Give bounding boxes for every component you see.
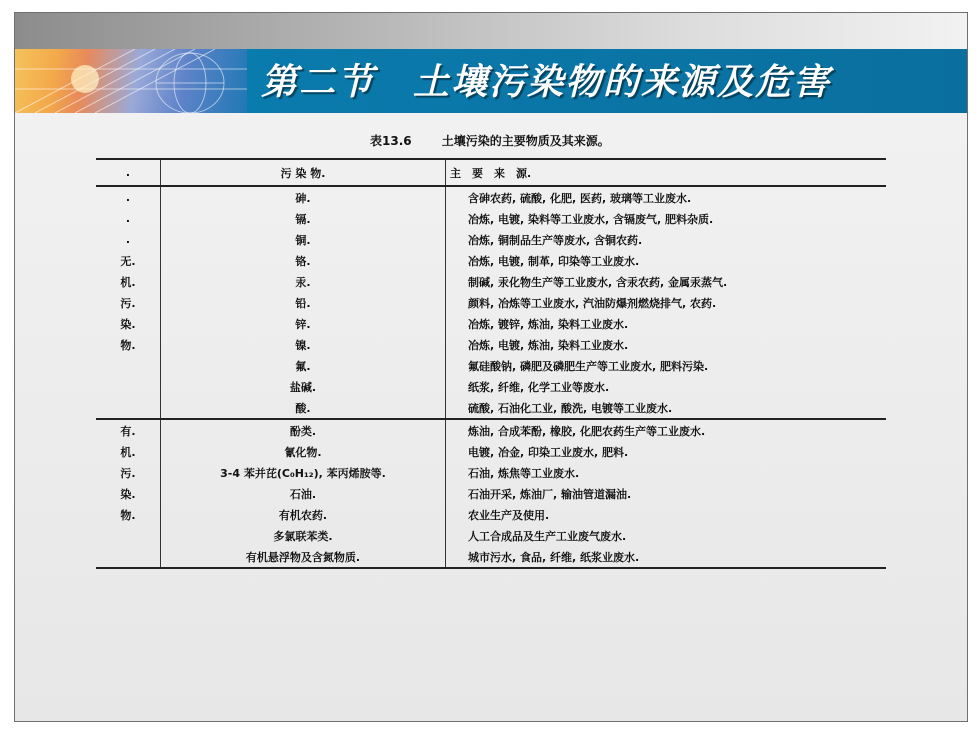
table-row: [96, 292, 886, 313]
group-cell: .: [96, 208, 161, 229]
group-cell: [96, 525, 161, 546]
group-cell: 污.: [96, 462, 161, 483]
table-row: [96, 441, 886, 462]
source-cell: 农业生产及使用.: [468, 508, 550, 522]
table-row: [96, 355, 886, 376]
table-row: [96, 525, 886, 546]
table-row: [96, 186, 886, 208]
group-cell: [96, 397, 161, 419]
table-row: [96, 229, 886, 250]
table-row: [96, 208, 886, 229]
source-cell: 石油, 炼焦等工业废水.: [468, 466, 580, 480]
pollutant-cell: 酚类.: [161, 419, 446, 441]
source-cell: 冶炼, 电镀, 染料等工业废水, 含镉废气, 肥料杂质.: [468, 212, 714, 226]
source-cell: 氟硅酸钠, 磷肥及磷肥生产等工业废水, 肥料污染.: [468, 359, 709, 373]
source-cell: 制碱, 汞化物生产等工业废水, 含汞农药, 金属汞蒸气.: [468, 275, 728, 289]
source-cell: 炼油, 合成苯酚, 橡胶, 化肥农药生产等工业废水.: [446, 419, 887, 441]
group-cell: 机.: [96, 271, 161, 292]
pollutant-cell: 有机农药.: [161, 504, 446, 525]
pollutant-cell: 酸.: [161, 397, 446, 419]
table-row: [96, 334, 886, 355]
pollutant-cell: 3-4 苯并芘(C₀H₁₂), 苯丙烯胺等.: [161, 462, 446, 483]
header-col-source: 主 要 来 源.: [446, 159, 887, 186]
source-cell: 城市污水, 食品, 纤维, 纸浆业废水.: [446, 546, 887, 568]
pollutant-cell: 多氯联苯类.: [161, 525, 446, 546]
table-row: [96, 504, 886, 525]
pollutant-cell: 汞.: [161, 271, 446, 292]
group-cell: [96, 355, 161, 376]
table-header-row: [96, 159, 886, 186]
header-col-pollutant: 污 染 物.: [161, 159, 446, 186]
pollutant-table: [96, 158, 886, 569]
source-cell: 电镀, 冶金, 印染工业废水, 肥料.: [468, 445, 629, 459]
table-row: [96, 376, 886, 397]
globe-art-icon: [15, 49, 247, 113]
table-row: [96, 462, 886, 483]
table-row: [96, 397, 886, 419]
source-cell: 冶炼, 电镀, 炼油, 染料工业废水.: [468, 338, 629, 352]
group-cell: 有.: [96, 419, 161, 441]
pollutant-cell: 镍.: [161, 334, 446, 355]
group-cell: 物.: [96, 504, 161, 525]
pollutant-cell: 镉.: [161, 208, 446, 229]
table-row: [96, 250, 886, 271]
group-cell: .: [96, 229, 161, 250]
group-cell: [96, 376, 161, 397]
pollutant-cell: 铜.: [161, 229, 446, 250]
pollutant-cell: 氟.: [161, 355, 446, 376]
group-cell: 物.: [96, 334, 161, 355]
pollutant-cell: 铅.: [161, 292, 446, 313]
source-cell: 冶炼, 铜制品生产等废水, 含铜农药.: [468, 233, 643, 247]
top-gradient-bar: [15, 13, 967, 49]
pollutant-cell: 铬.: [161, 250, 446, 271]
source-cell: 硫酸, 石油化工业, 酸洗, 电镀等工业废水.: [468, 401, 673, 415]
table-row: [96, 313, 886, 334]
pollutant-cell: 砷.: [161, 186, 446, 208]
group-cell: 无.: [96, 250, 161, 271]
pollutant-cell: 有机悬浮物及含氮物质.: [161, 546, 446, 568]
table-row: [96, 271, 886, 292]
group-cell: [96, 546, 161, 568]
source-cell: 人工合成品及生产工业废气废水.: [468, 529, 627, 543]
group-cell: 染.: [96, 313, 161, 334]
banner-artwork: [15, 49, 247, 113]
group-cell: .: [96, 186, 161, 208]
slide-title: 第二节 土壤污染物的来源及危害: [261, 61, 832, 103]
pollutant-cell: 氰化物.: [161, 441, 446, 462]
table-row: [96, 483, 886, 504]
group-cell: 染.: [96, 483, 161, 504]
caption-text: 土壤污染的主要物质及其来源。: [441, 134, 610, 148]
pollutant-cell: 锌.: [161, 313, 446, 334]
pollutant-cell: 石油.: [161, 483, 446, 504]
table-row: [96, 419, 886, 441]
source-cell: 含砷农药, 硫酸, 化肥, 医药, 玻璃等工业废水.: [468, 191, 692, 205]
table-caption: [370, 132, 610, 149]
group-cell: 污.: [96, 292, 161, 313]
source-cell: 纸浆, 纤维, 化学工业等废水.: [468, 380, 610, 394]
source-cell: 石油开采, 炼油厂, 输油管道漏油.: [468, 487, 632, 501]
source-cell: 冶炼, 电镀, 制革, 印染等工业废水.: [468, 254, 640, 268]
source-cell: 冶炼, 镀锌, 炼油, 染料工业废水.: [468, 317, 629, 331]
header-col-group: .: [96, 159, 161, 186]
pollutant-cell: 盐碱.: [161, 376, 446, 397]
table-row: [96, 546, 886, 568]
source-cell: 颜料, 冶炼等工业废水, 汽油防爆剂燃烧排气, 农药.: [468, 296, 717, 310]
caption-number: 表13.6: [370, 134, 412, 148]
group-cell: 机.: [96, 441, 161, 462]
